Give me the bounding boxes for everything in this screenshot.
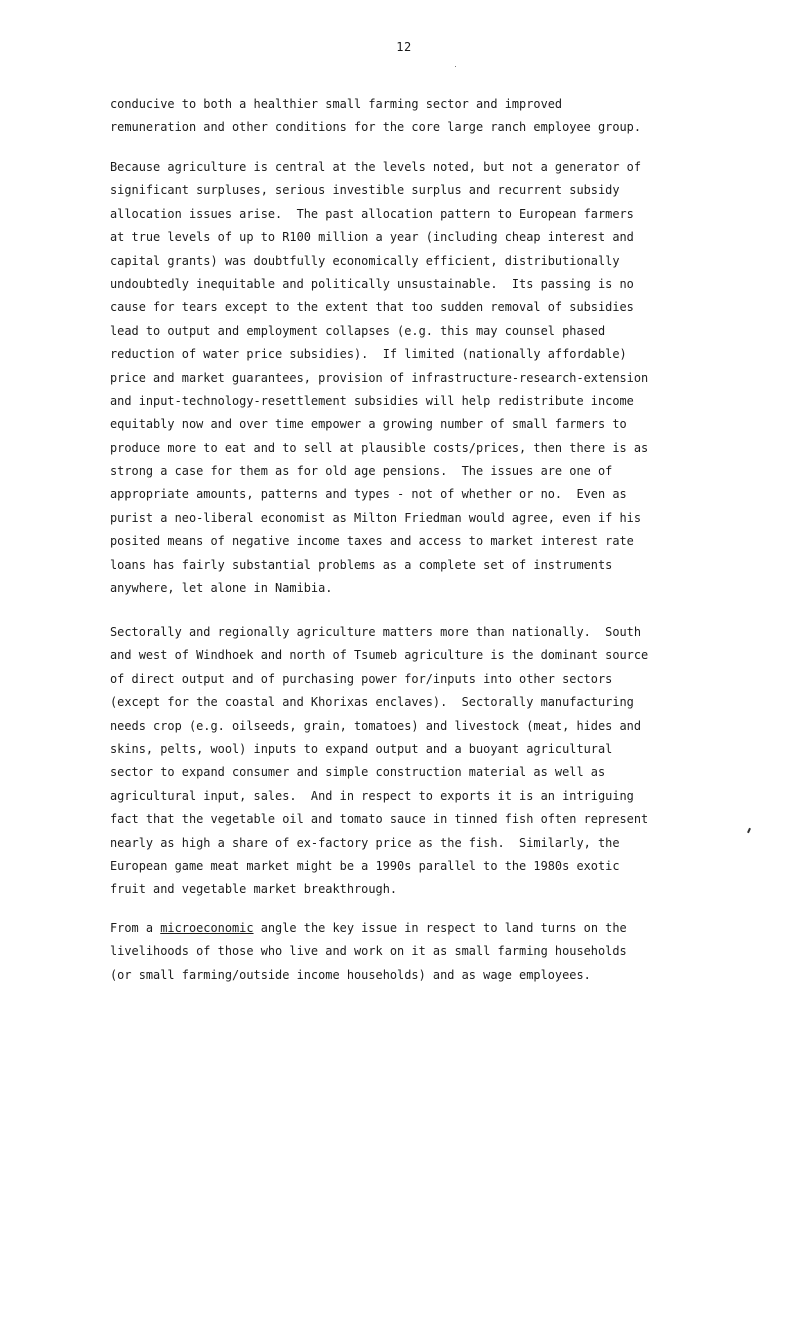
underlined-term: microeconomic [160,921,254,935]
text-line: of direct output and of purchasing power for/inputs into other sectors [110,671,613,686]
text-line: sector to expand consumer and simple construction material as well as [110,765,606,780]
text-fragment: From a [110,921,161,935]
text-line: fact that the vegetable oil and tomato sauce in tinned fish often represent [110,812,649,827]
text-fragment: angle the key issue in respect to land turns on the [253,921,627,935]
text-line: Because agriculture is central at the levels noted, but not a generator of [110,160,642,174]
paragraph-3 [110,621,710,902]
text-line: equitably now and over time empower a growing number of small farmers to [110,417,627,432]
text-line: strong a case for them as for old age pensions. The issues are one of [110,464,613,479]
text-line: posited means of negative income taxes and access to market interest rate [110,534,634,549]
text-line: and input-technology-resettlement subsidies will help redistribute income [110,393,634,408]
text-line: appropriate amounts, patterns and types - not of whether or no. Even as [110,487,627,502]
scan-mark [747,828,751,833]
text-line: fruit and vegetable market breakthrough. [110,882,398,897]
text-line: Sectorally and regionally agriculture matters more than nationally. South [110,625,642,639]
text-line: at true levels of up to R100 million a year (including cheap interest and [110,230,634,245]
text-line: remuneration and other conditions for the core large ranch employee group. [110,120,642,135]
paragraph-2 [110,156,710,600]
text-line: livelihoods of those who live and work on it as small farming households [110,944,627,959]
text-line: loans has fairly substantial problems as a complete set of instruments [110,557,613,572]
text-line: allocation issues arise. The past allocation pattern to European farmers [110,206,634,221]
text-line: (except for the coastal and Khorixas enclaves). Sectorally manufacturing [110,695,634,710]
text-line: capital grants) was doubtfully economically efficient, distributionally [110,253,620,268]
page-number: 12 [396,40,412,54]
text-line: agricultural input, sales. And in respect to exports it is an intriguing [110,788,634,803]
text-line: needs crop (e.g. oilseeds, grain, tomatoes) and livestock (meat, hides and [110,718,642,733]
text-line: European game meat market might be a 1990s parallel to the 1980s exotic [110,858,620,873]
scan-speck [455,66,456,67]
text-line: cause for tears except to the extent that too sudden removal of subsidies [110,300,634,315]
text-line: price and market guarantees, provision of infrastructure-research-extension [110,370,649,385]
text-line: significant surpluses, serious investible surplus and recurrent subsidy [110,183,620,198]
text-line: conducive to both a healthier small farming sector and improved [110,97,563,111]
text-line: (or small farming/outside income households) and as wage employees. [110,967,591,982]
text-line: lead to output and employment collapses (e.g. this may counsel phased [110,323,606,338]
text-line: nearly as high a share of ex-factory price as the fish. Similarly, the [110,835,620,850]
text-line: reduction of water price subsidies). If limited (nationally affordable) [110,347,627,362]
text-line: and west of Windhoek and north of Tsumeb agriculture is the dominant source [110,648,649,663]
paragraph-4 [110,917,710,987]
text-line: anywhere, let alone in Namibia. [110,581,333,596]
text-line: produce more to eat and to sell at plausible costs/prices, then there is as [110,440,649,455]
text-line: purist a neo-liberal economist as Milton Friedman would agree, even if his [110,510,642,525]
text-line: undoubtedly inequitable and politically unsustainable. Its passing is no [110,276,634,291]
paragraph-1 [110,93,710,140]
text-line [110,917,706,940]
text-line: skins, pelts, wool) inputs to expand output and a buoyant agricultural [110,741,613,756]
